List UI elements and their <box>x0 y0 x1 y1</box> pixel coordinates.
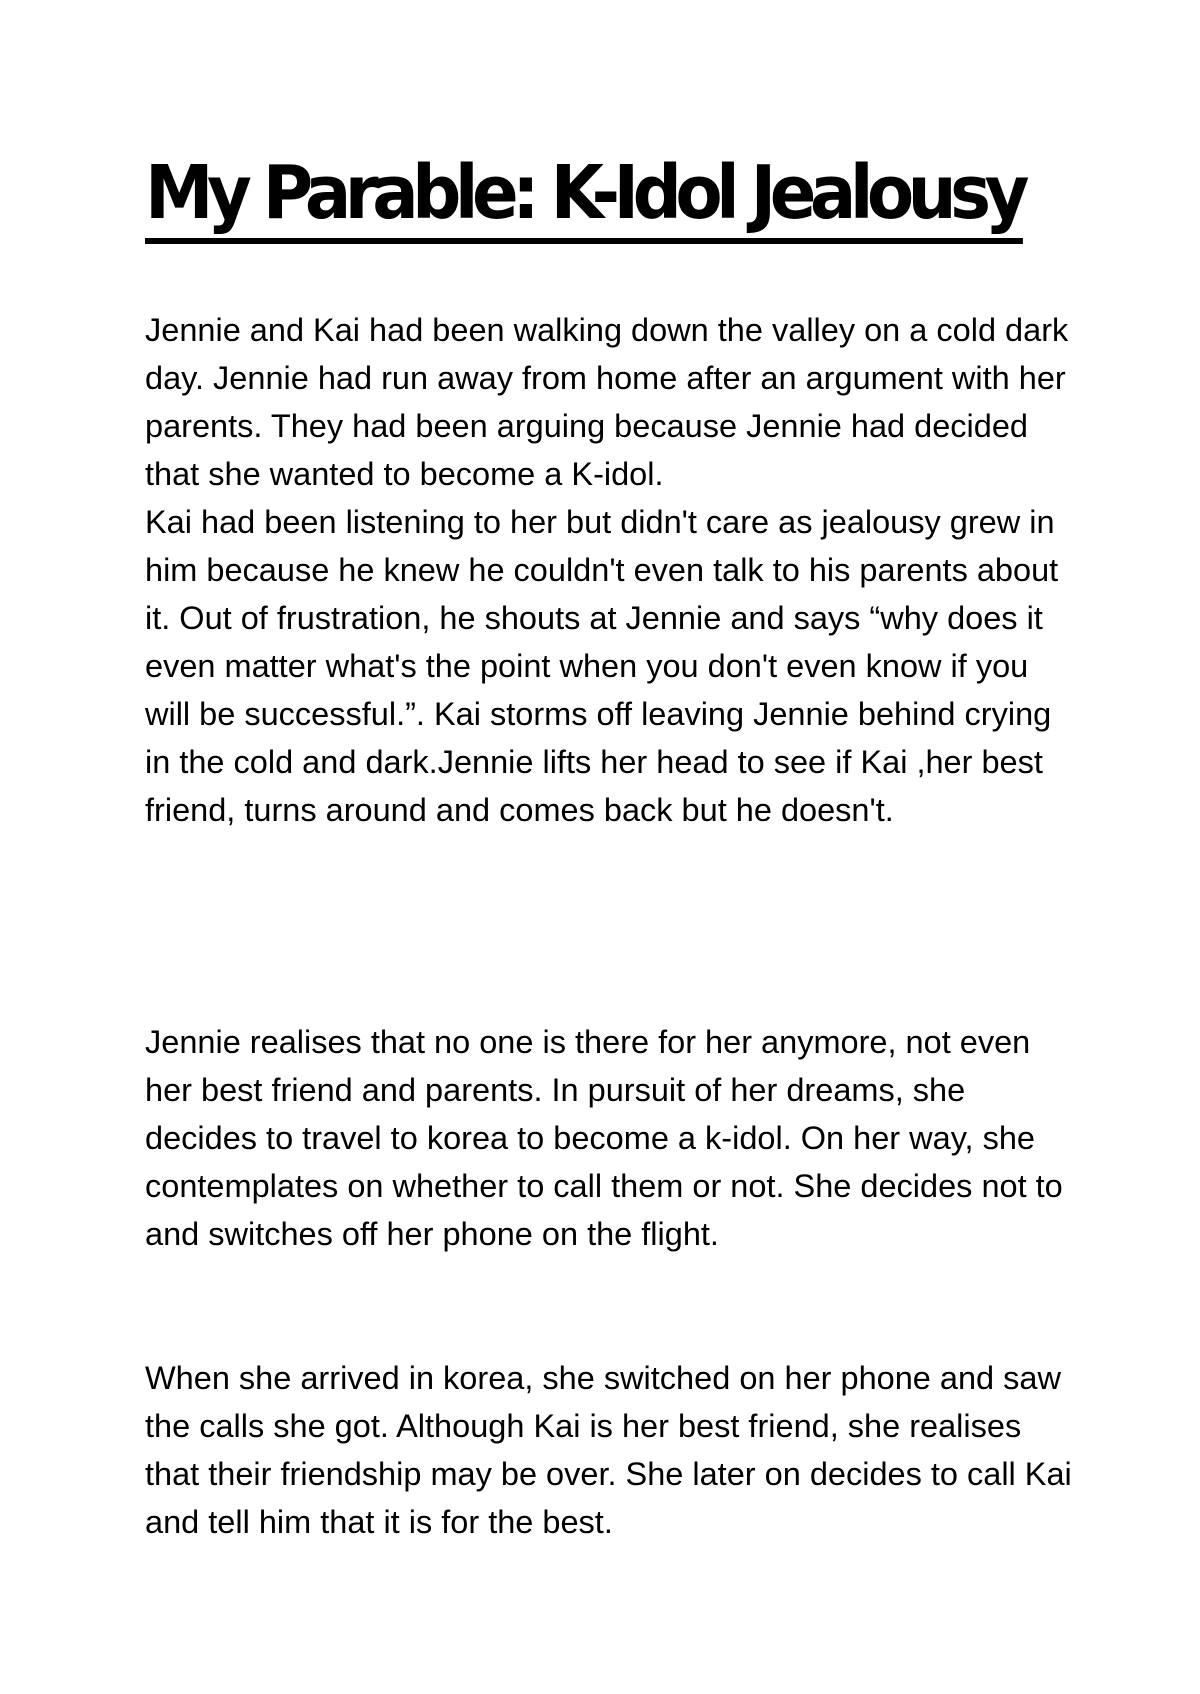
story-paragraph-1 <box>145 306 1075 834</box>
story-paragraph-3 <box>145 1354 1081 1546</box>
paragraph-text: Jennie realises that no one is there for her anymore, not even her best friend and parents. In pursuit of her dreams, she decides to travel to korea to become a k-idol. On her way, she contemplates on whether to call them or not. She decides not to and switches off her phone on the flight. <box>145 1024 1072 1252</box>
paragraph-text: When she arrived in korea, she switched on her phone and saw the calls she got. Although Kai is her best friend, she realises that their friendship may be over. She later on decides to call Kai and tell him that it is for the best. <box>145 1360 1081 1540</box>
document-title: My Parable: K-Idol Jealousy <box>145 148 1023 244</box>
paragraph-text: Jennie and Kai had been walking down the valley on a cold dark day. Jennie had run away from home after an argument with her parents. They had been arguing because Jennie had decided that she wanted to become a K-idol. Kai had been listening to her but didn't care as jealousy grew in him because he knew he couldn't even talk to his parents about it. Out of frustration, he shouts at Jennie and says “why does it even matter what's the point when you don't even know if you will be successful.”. Kai storms off leaving Jennie behind crying in the cold and dark.Jennie lifts her head to see if Kai ,her best friend, turns around and comes back but he doesn't. <box>145 312 1069 828</box>
story-paragraph-2 <box>145 1018 1075 1258</box>
